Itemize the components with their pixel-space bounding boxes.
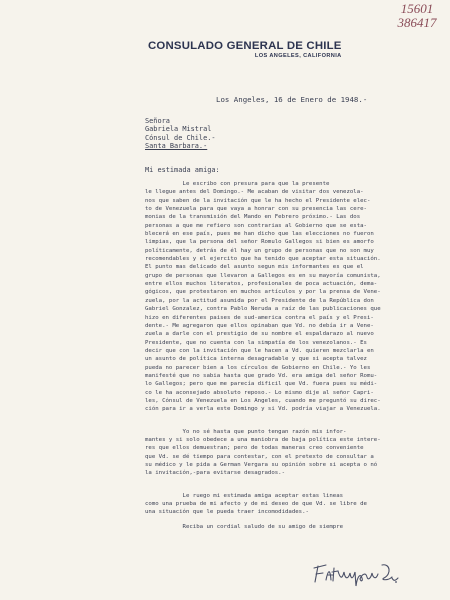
archive-note [388,2,446,30]
paragraph-line: decir que con la invitación que le hacen a Vd. quieren mezclarla en [145,347,374,354]
paragraph-line: monias de la transmisión del Mando en Febrero próximo.- Las dos [145,214,361,221]
paragraph-line: to de Venezuela para que vaya a honrar con su presencia las cere- [145,206,367,213]
paragraph-line: su médico y le pida a German Vergara su opinión sobre si acepta o nó [145,462,378,468]
paragraph-line: res que ellos demuestran; pero de todas maneras creo conveniente [145,445,364,452]
recipient-line: Gabriela Mistral [145,125,212,134]
letter-paragraph [145,180,450,414]
paragraph-line: que Vd. se dé tiempo para contestar, con el pretexto de consultar a [145,453,374,460]
recipient-line: Señora [145,117,170,125]
paragraph-line: ción para ir a verla este Domingo y si Vd. podría viajar a Venezuela. [145,406,381,413]
paragraph-line: personas a que me refiero son contrarias al Gobierno que se esta- [145,222,367,229]
paragraph-line: le llegue antes del Domingo.- Me acaban de visitar dos venezola- [145,189,364,196]
paragraph-line: zuela a darle con el prestigio de su nombre el espaldarazo al nuevo [145,331,374,338]
letterhead [148,40,342,59]
paragraph-line: hizo en diferentes paises de sud-america contra el país y el Presi- [145,314,374,321]
handwritten-signature-icon [312,560,402,588]
letterhead-title: CONSULADO GENERAL DE CHILE [148,40,342,52]
letter-paragraph [145,523,450,531]
letter-date: Los Angeles, 16 de Enero de 1948.- [216,95,368,104]
paragraph-line: dente.- Me agregaron que ellos opinaban que Vd. no debía ir a Vene- [145,322,374,329]
paragraph-line: Yo no sé hasta que punto tengan razón mis infor- [145,428,347,435]
paragraph-line: Gabriel Gonzalez, contra Pablo Neruda a raíz de las publicaciones que [145,306,381,313]
paragraph-line: entre ellos muchos literatos, profesionales de poca actuación, dema- [145,281,378,288]
paragraph-line: Reciba un cordial saludo de su amigo de siempre [145,523,344,530]
letter-body [145,180,450,535]
paragraph-line: limpias, que la persona del señor Romulo Gallegos si bien es amorfo [145,239,374,246]
paragraph-line: zuela, por la actitud asumida por el Presidente de la República don [145,297,374,304]
paragraph-line: gógicos, que protestaron en muchos artículos y por la prensa de Vene- [145,289,381,296]
salutation: Mi estimada amiga: [145,166,220,174]
paragraph-line: lo Gallegos; pero que me parecía dificil que Vd. fuera pues su médi- [145,381,378,388]
paragraph-line: co le ha aconsejado absoluto reposo.- Lo mismo dije al señor Capri- [145,389,374,396]
paragraph-line: políticamente, detrás de él hay un grupo de personas que no son muy [145,247,374,254]
paragraph-line: la invitación,-para evitarse desagrados.- [145,470,286,477]
paragraph-line: El punto mas delicado del asunto segun mis informantes es que el [145,264,364,271]
recipient-line: Cónsul de Chile.- [145,133,216,142]
paragraph-line: pueda no parecer bien a los círculos de Gobierno en Chile.- Yo les [145,364,371,371]
paragraph-line: recomendables y el ejercito que ha tenido que aceptar esta situación. [145,256,381,263]
paragraph-line: les, Cónsul de Venezuela en Los Angeles, cuando me preguntó su direc- [145,397,381,404]
paragraph-line: una situación que le pueda traer incomodidades.- [145,509,309,516]
paragraph-line: nos que saben de la invitación que le ha hecho el Presidente elec- [145,197,371,204]
paragraph-line: un asunto de política interna desagradable y que si acepta talvez [145,356,367,363]
recipient-line: Santa Barbara.- [145,142,208,151]
letter-paragraph [145,492,450,517]
paragraph-line: Presidente, que no cuenta con la simpatía de los venezolanos.- Es [145,339,367,346]
paragraph-line: blecerá en ese país, pues me han dicho que las elecciones no fueron [145,231,374,238]
recipient-block [145,117,216,151]
paragraph-line: como una prueba de mi afecto y de mi deseo de que Vd. se libre de [145,501,367,508]
paragraph-line: manifesté que no sabia hasta que grado Vd. era amiga del señor Romu- [145,372,378,379]
paragraph-line: Le escribo con presura para que la presente [145,181,330,187]
archive-number: 15601 [400,1,434,16]
paragraph-line: grupo de personas que llevaron a Gallegos es en su mayoría comunista, [145,272,381,279]
letterhead-subtitle: LOS ANGELES, CALIFORNIA [254,53,342,59]
archive-number: 386417 [397,15,437,30]
letter-paragraph [145,428,450,478]
paragraph-line: Le ruego mi estimada amiga aceptar estas lineas [145,492,344,499]
paragraph-line: mantes y si solo obedece a una maniobra de baja política este intere- [145,436,381,443]
